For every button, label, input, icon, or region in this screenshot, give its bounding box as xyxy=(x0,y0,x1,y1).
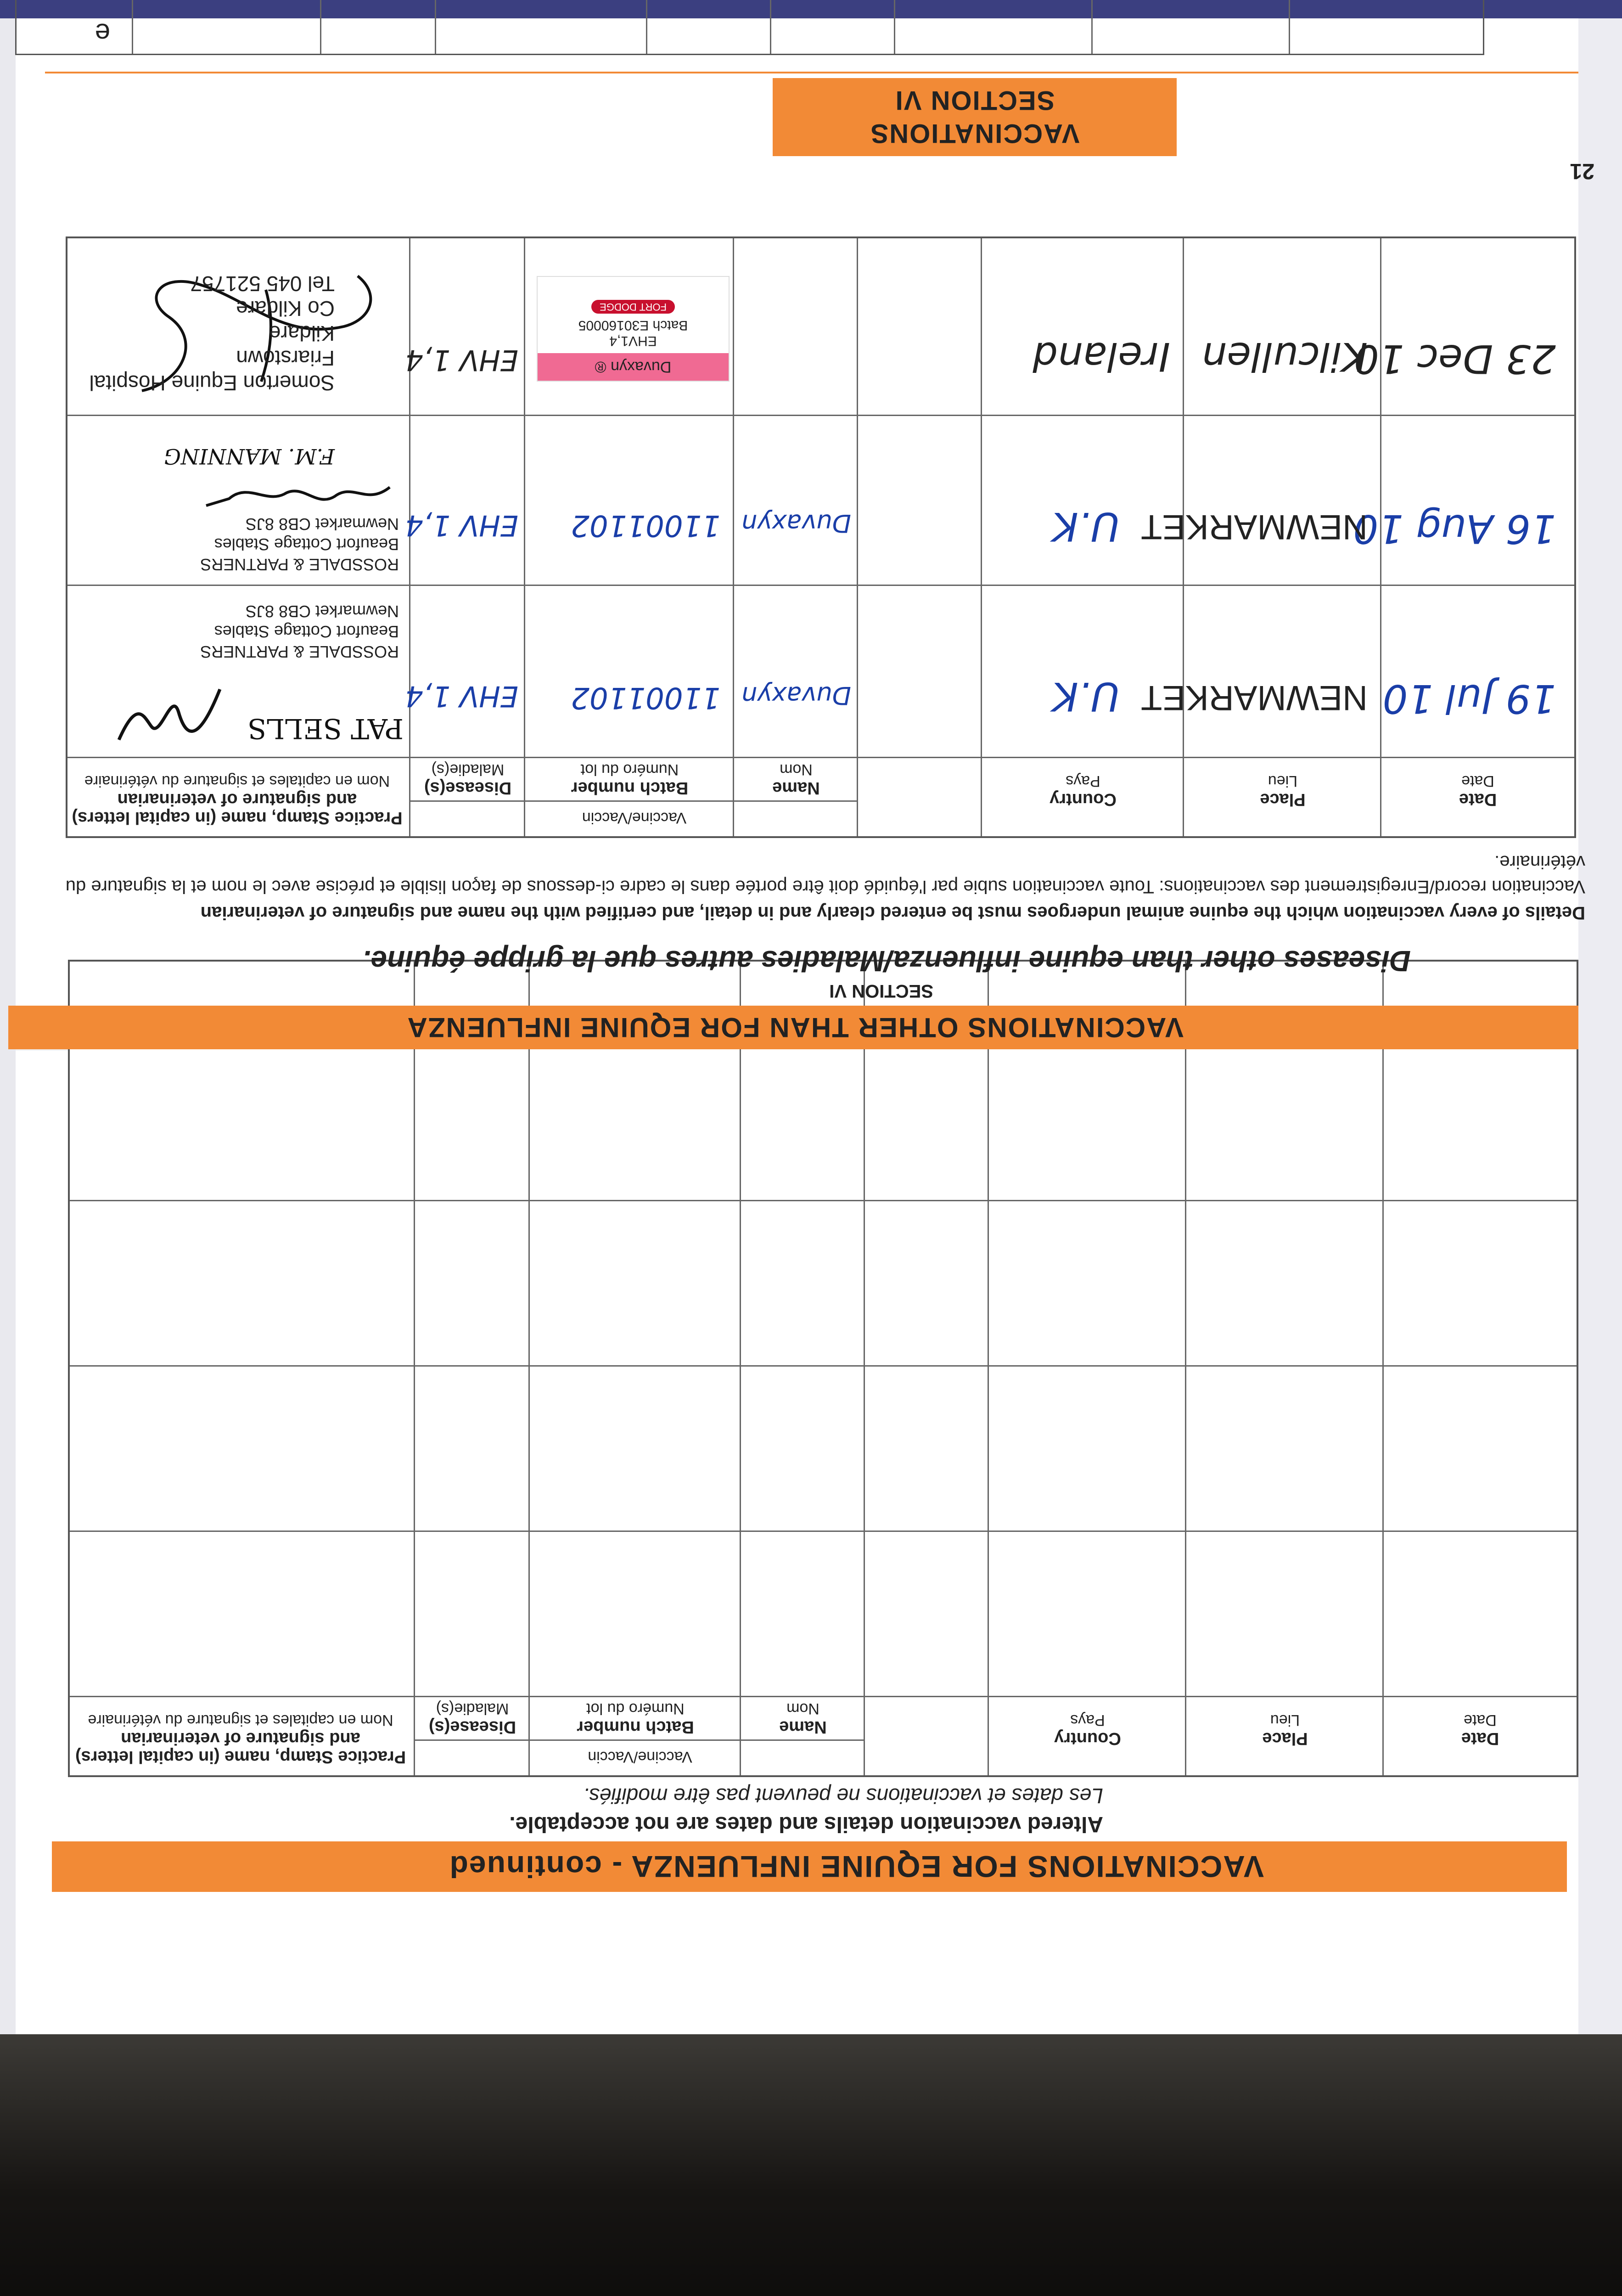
col-divider xyxy=(320,0,321,54)
stamp-line: Newmarket CB8 8JS xyxy=(245,602,399,621)
col-divider xyxy=(1382,962,1384,1775)
col-divider xyxy=(733,238,734,836)
row1-vet-name: PAT SELLS xyxy=(247,712,404,744)
stamp-line: Somerton Equine Hospital xyxy=(89,371,335,395)
instructions-fr: Vaccination record/Enregistrement des vaccinations: Toute vaccination subie par l'équidé doit être portée dans le cadre ci-dessous de façon lisible et précise avec le nom et la signature du vétérinaire. xyxy=(65,852,1585,897)
stamp-line: ROSSDALE & PARTNERS xyxy=(200,555,399,574)
row3-country: Ireland xyxy=(1033,333,1170,379)
row2-vet-name: F.M. MANNING xyxy=(164,444,335,469)
sticker-type: EHV1,4 xyxy=(609,333,657,349)
header-vaccine-group: Vaccine/Vaccin xyxy=(582,809,687,827)
header-date: Date Date xyxy=(1459,772,1497,809)
row2-practice-stamp xyxy=(200,514,399,574)
row-divider xyxy=(70,1365,1577,1367)
header-batch: Batch number Numéro du lot xyxy=(577,1700,694,1737)
col-divider xyxy=(864,962,865,1775)
header-practice: Practice Stamp, name (in capital letters) and signature of veterinarian Nom en capitales et signature du vétérinaire xyxy=(72,772,403,827)
influenza-table xyxy=(68,960,1578,1777)
page-number: 21 xyxy=(1570,159,1594,183)
sticker-batch: Batch E30160005 xyxy=(578,318,688,333)
tab-title: VACCINATIONS xyxy=(870,118,1080,148)
col-divider xyxy=(981,238,982,836)
row2-date: 16 Aug 10 xyxy=(1353,506,1556,551)
row1-diseases: EHV 1,4 xyxy=(405,680,518,713)
col-divider xyxy=(988,962,989,1775)
section-vi-label: SECTION VI xyxy=(829,981,933,1001)
row2-country: U.K xyxy=(1052,503,1120,549)
stamp-line: Kildare xyxy=(269,321,335,345)
edge-tab-letter: e xyxy=(95,18,110,49)
header-batch: Batch number Numéro du lot xyxy=(571,761,689,798)
row-divider xyxy=(67,585,1574,586)
sticker-product: Duvaxyn ® xyxy=(538,353,729,381)
sticker-brand-logo: FORT DODGE xyxy=(591,300,675,314)
header-diseases: Disease(s) Maladie(s) xyxy=(424,761,512,798)
row2-signature xyxy=(202,473,394,515)
vaccine-group-divider xyxy=(410,800,858,802)
row1-country: U.K xyxy=(1052,673,1120,719)
header-place: Place Lieu xyxy=(1262,1711,1308,1748)
row-divider xyxy=(67,415,1574,416)
row1-date: 19 Jul 10 xyxy=(1382,675,1556,721)
row2-batch: 11001102 xyxy=(571,508,720,542)
col-divider xyxy=(435,0,436,54)
row1-signature xyxy=(110,675,229,754)
col-divider xyxy=(857,238,858,836)
row3-diseases: EHV 1,4 xyxy=(405,343,518,377)
row3-date: 23 Dec 10 xyxy=(1354,336,1556,382)
col-divider xyxy=(1289,0,1290,54)
other-vaccinations-table xyxy=(66,236,1576,838)
col-divider xyxy=(1185,962,1186,1775)
header-name: Name Nom xyxy=(772,761,820,798)
col-divider xyxy=(528,962,530,1775)
header-practice: Practice Stamp, name (in capital letters) and signature of veterinarian Nom en capitales et signature du vétérinaire xyxy=(75,1711,406,1767)
row-divider xyxy=(70,1531,1577,1532)
header-name: Name Nom xyxy=(779,1700,827,1737)
header-diseases: Disease(s) Maladie(s) xyxy=(428,1700,516,1737)
stamp-line: Beaufort Cottage Stables xyxy=(214,622,399,641)
header-place: Place Lieu xyxy=(1260,772,1306,809)
col-divider xyxy=(1091,0,1093,54)
row2-diseases: EHV 1,4 xyxy=(405,509,518,542)
table-header-divider xyxy=(70,1696,1577,1697)
stamp-line: ROSSDALE & PARTNERS xyxy=(200,642,399,661)
stamp-line: Tel 045 521757 xyxy=(190,272,335,296)
row2-place: NEWMARKET xyxy=(1141,507,1368,546)
header-date: Date Date xyxy=(1461,1711,1499,1748)
row1-batch: 11001102 xyxy=(571,681,720,715)
altered-warning-fr: Les dates et vaccinations ne peuvent pas être modifiés. xyxy=(583,1784,1103,1808)
other-vaccinations-banner: VACCINATIONS OTHER THAN FOR EQUINE INFLUENZA xyxy=(8,1006,1578,1049)
stamp-line: Newmarket CB8 8JS xyxy=(245,515,399,534)
col-divider xyxy=(524,238,525,836)
col-divider xyxy=(132,0,133,54)
col-divider xyxy=(894,0,895,54)
header-country: Country Pays xyxy=(1050,772,1117,809)
diseases-heading: Diseases other than equine influenza/Maladies autres que la grippe équine. xyxy=(362,945,1411,978)
row2-vaccine-name: Duvaxyn xyxy=(741,509,851,538)
row1-practice-stamp xyxy=(200,601,399,662)
edge-grid-strip xyxy=(15,0,1484,55)
header-vaccine-group: Vaccine/Vaccin xyxy=(588,1748,692,1766)
stamp-line: Friarstown xyxy=(236,346,335,370)
row1-vaccine-name: Duvaxyn xyxy=(741,681,851,710)
section-vi-tab xyxy=(773,78,1177,156)
tab-subtitle: SECTION VI xyxy=(894,85,1055,115)
row1-place: NEWMARKET xyxy=(1141,678,1368,717)
table-header-divider xyxy=(67,757,1574,758)
row3-practice-stamp xyxy=(90,271,335,395)
col-divider xyxy=(646,0,647,54)
stamp-line: Beaufort Cottage Stables xyxy=(214,535,399,554)
row3-vaccine-sticker xyxy=(537,276,730,382)
col-divider xyxy=(740,962,741,1775)
altered-warning-en: Altered vaccination details and dates are not acceptable. xyxy=(509,1812,1103,1836)
stamp-line: Co Kildare xyxy=(236,297,335,321)
row-divider xyxy=(70,1200,1577,1201)
col-divider xyxy=(414,962,415,1775)
vaccine-group-divider xyxy=(415,1739,865,1741)
row3-place: Kilcullen xyxy=(1201,333,1368,379)
instructions-en: Details of every vaccination which the equine animal undergoes must be entered clearly and in detail, and certified with the name and signature of veterinarian xyxy=(200,903,1585,923)
col-divider xyxy=(770,0,771,54)
section-tab-underline xyxy=(45,72,1578,73)
influenza-continued-banner: VACCINATIONS FOR EQUINE INFLUENZA - continued xyxy=(52,1841,1567,1892)
header-country: Country Pays xyxy=(1054,1711,1121,1748)
